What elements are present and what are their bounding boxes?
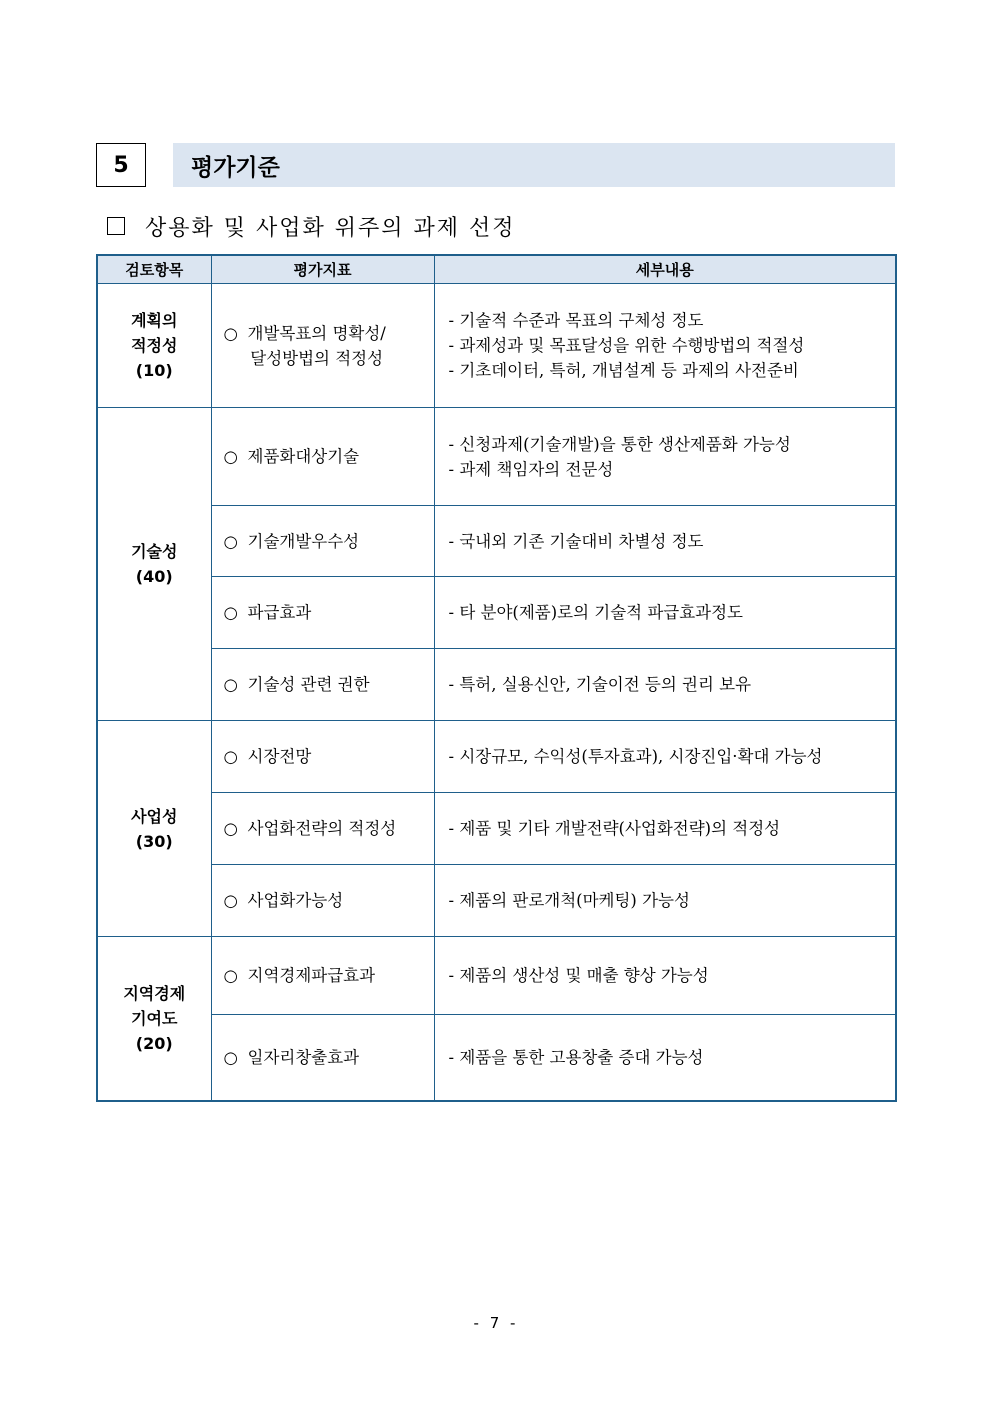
circle-bullet-icon: ○ [223, 891, 238, 910]
indicator-cell [211, 577, 434, 649]
checkbox-square-icon [107, 217, 125, 235]
circle-bullet-icon: ○ [223, 747, 238, 766]
category-line: (40) [135, 567, 173, 586]
category-line: (20) [135, 1033, 173, 1053]
table-row [97, 1015, 896, 1101]
header-review-item: 검토항목 [97, 255, 211, 284]
circle-bullet-icon: ○ [223, 531, 238, 551]
detail-cell [434, 506, 896, 577]
indicator-text: 사업화전략의 적정성 [247, 819, 397, 838]
table-row [97, 649, 896, 721]
detail-line: - 신청과제(기술개발)을 통한 생산제품화 가능성 [448, 434, 791, 454]
indicator-cell [211, 865, 434, 937]
circle-bullet-icon: ○ [223, 819, 238, 838]
category-cell [97, 937, 211, 1101]
detail-line: - 제품을 통한 고용창출 증대 가능성 [448, 1047, 704, 1067]
table-row [97, 865, 896, 937]
category-line: 기술성 [131, 542, 178, 561]
table-row [97, 284, 896, 408]
indicator-cell [211, 649, 434, 721]
category-line: (30) [135, 831, 173, 851]
subheading-text: 상용화 및 사업화 위주의 과제 선정 [145, 215, 516, 241]
detail-line: - 제품의 판로개척(마케팅) 가능성 [448, 891, 690, 910]
category-cell [97, 284, 211, 408]
detail-line: - 제품 및 기타 개발전략(사업화전략)의 적정성 [448, 819, 781, 838]
indicator-text: 달성방법의 적정성 [250, 348, 384, 368]
detail-line: - 과제 책임자의 전문성 [448, 459, 614, 479]
category-line: 기여도 [131, 1008, 178, 1028]
section-number-box [96, 143, 146, 187]
indicator-text: 제품화대상기술 [247, 447, 360, 466]
detail-line: - 타 분야(제품)로의 기술적 파급효과정도 [448, 603, 743, 622]
circle-bullet-icon: ○ [223, 323, 238, 343]
detail-cell [434, 649, 896, 721]
detail-cell [434, 284, 896, 408]
page-number: - 7 - [473, 1314, 519, 1332]
table-row [97, 506, 896, 577]
indicator-cell [211, 1015, 434, 1101]
detail-line: - 시장규모, 수익성(투자효과), 시장진입·확대 가능성 [448, 747, 823, 766]
category-cell [97, 408, 211, 721]
category-line: 지역경제 [123, 983, 186, 1003]
indicator-cell [211, 721, 434, 793]
detail-line: - 특허, 실용신안, 기술이전 등의 권리 보유 [448, 675, 752, 694]
detail-cell [434, 865, 896, 937]
evaluation-criteria-table [96, 254, 897, 1102]
header-indicator: 평가지표 [211, 255, 434, 284]
category-line: 계획의 [131, 311, 178, 330]
circle-bullet-icon: ○ [223, 675, 238, 694]
detail-cell [434, 793, 896, 865]
category-cell [97, 721, 211, 937]
circle-bullet-icon: ○ [223, 1047, 238, 1067]
header-details: 세부내용 [434, 255, 896, 284]
detail-line: - 국내외 기존 기술대비 차별성 정도 [448, 531, 704, 551]
detail-cell [434, 577, 896, 649]
category-line: (10) [135, 361, 173, 380]
indicator-cell [211, 793, 434, 865]
indicator-text: 사업화가능성 [247, 891, 344, 910]
indicator-text: 기술개발우수성 [247, 531, 360, 551]
circle-bullet-icon: ○ [223, 447, 238, 466]
table-row [97, 937, 896, 1015]
circle-bullet-icon: ○ [223, 966, 238, 985]
table-header-row [97, 255, 896, 284]
indicator-text: 기술성 관련 권한 [247, 675, 370, 694]
indicator-text: 파급효과 [247, 603, 312, 622]
indicator-cell [211, 408, 434, 506]
section-number: 5 [113, 152, 129, 178]
detail-line: - 기술적 수준과 목표의 구체성 정도 [448, 311, 704, 330]
detail-line: - 과제성과 및 목표달성을 위한 수행방법의 적절성 [448, 336, 805, 355]
detail-cell [434, 408, 896, 506]
table-row [97, 408, 896, 506]
subheading [107, 210, 516, 242]
table-row [97, 721, 896, 793]
table-row [97, 577, 896, 649]
detail-line: - 제품의 생산성 및 매출 향상 가능성 [448, 966, 709, 985]
indicator-text: 일자리창출효과 [247, 1047, 360, 1067]
indicator-cell [211, 284, 434, 408]
detail-cell [434, 937, 896, 1015]
category-line: 적정성 [131, 336, 178, 355]
indicator-text: 지역경제파급효과 [247, 966, 376, 985]
detail-cell [434, 1015, 896, 1101]
indicator-cell [211, 506, 434, 577]
section-title-bar [173, 143, 895, 187]
indicator-cell [211, 937, 434, 1015]
detail-line: - 기초데이터, 특허, 개념설계 등 과제의 사전준비 [448, 361, 799, 380]
table-row [97, 793, 896, 865]
section-title: 평가기준 [191, 154, 280, 181]
category-line: 사업성 [131, 806, 178, 826]
circle-bullet-icon: ○ [223, 603, 238, 622]
detail-cell [434, 721, 896, 793]
indicator-text: 개발목표의 명확성/ [247, 323, 386, 343]
indicator-text: 시장전망 [247, 747, 312, 766]
